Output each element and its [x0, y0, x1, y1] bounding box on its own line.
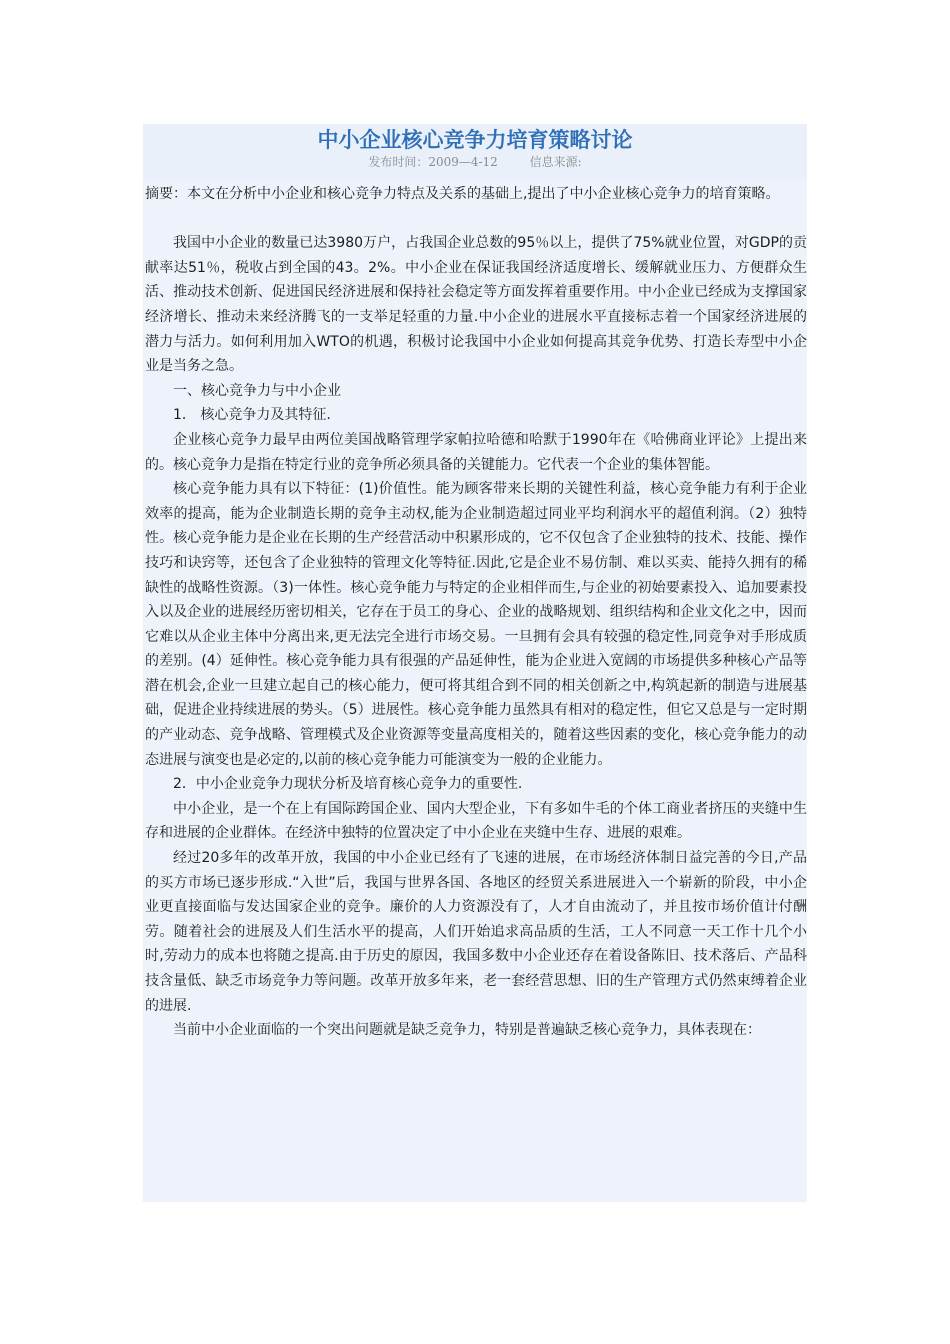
abstract-paragraph: 摘要：本文在分析中小企业和核心竞争力特点及关系的基础上,提出了中小企业核心竞争力的培育策略。: [145, 186, 780, 202]
subsection-heading: 1． 核心竞争力及其特征.: [173, 407, 331, 424]
article-header: [143, 124, 807, 180]
article-title: 中小企业核心竞争力培育策略讨论: [317, 128, 633, 152]
body-paragraph: 我国中小企业的数量已达3980万户，占我国企业总数的95％以上，提供了75%就业位置，对GDP的贡献率达51％，税收占到全国的43。2%。中小企业在保证我国经济适度增长、缓解就业压力、方便群众生活、推动技术创新、促进国民经济进展和保持社会稳定等方面发挥着重要作用。中小企业已经成为支撑国家经济增长、推动未来经济腾飞的一支举足轻重的力量.中小企业的进展水平直接标志着一个国家经济进展的潜力与活力。如何利用加入WTO的机遇，积极讨论我国中小企业如何提高其竞争优势、打造长寿型中小企业是当务之急。: [145, 235, 807, 375]
article-body: [145, 182, 807, 1043]
article-panel: [143, 124, 807, 1202]
info-source: 信息来源:: [529, 155, 582, 169]
section-heading: 一、核心竞争力与中小企业: [173, 382, 341, 399]
article-meta: [143, 152, 807, 172]
publish-date: 发布时间：2009—4-12: [368, 155, 498, 169]
body-paragraph: 当前中小企业面临的一个突出问题就是缺乏竞争力，特别是普遍缺乏核心竞争力，具体表现在：: [173, 1022, 761, 1039]
body-paragraph: 企业核心竞争力最早由两位美国战略管理学家帕拉哈德和哈默于1990年在《哈佛商业评论》上提出来的。核心竞争力是指在特定行业的竞争所必须具备的关键能力。它代表一个企业的集体智能。: [145, 431, 807, 473]
body-paragraph: 中小企业，是一个在上有国际跨国企业、国内大型企业，下有多如牛毛的个体工商业者挤压的夹缝中生存和进展的企业群体。在经济中独特的位置决定了中小企业在夹缝中生存、进展的艰难。: [145, 800, 807, 842]
blank-line: [145, 207, 807, 232]
body-paragraph: 经过20多年的改革开放，我国的中小企业已经有了飞速的进展，在市场经济体制日益完善的今日,产品的买方市场已逐步形成.“入世”后，我国与世界各国、各地区的经贸关系进展进入一个崭新的阶段，中小企业更直接面临与发达国家企业的竞争。廉价的人力资源没有了，人才自由流动了，并且按市场价值计付酬劳。随着社会的进展及人们生活水平的提高，人们开始追求高品质的生活，工人不同意一天工作十几个小时,劳动力的成本也将随之提高.由于历史的原因，我国多数中小企业还存在着设备陈旧、技术落后、产品科技含量低、缺乏市场竞争力等问题。改革开放多年来，老一套经营思想、旧的生产管理方式仍然束缚着企业的进展.: [145, 850, 807, 1014]
subsection-heading: 2．中小企业竞争力现状分析及培育核心竞争力的重要性.: [173, 776, 523, 793]
body-paragraph: 核心竞争能力具有以下特征：(1)价值性。能为顾客带来长期的关键性利益，核心竞争能力有利于企业效率的提高，能为企业制造长期的竞争主动权,能为企业制造超过同业平均利润水平的超值利润。（2）独特性。核心竞争能力是企业在长期的生产经营活动中积累形成的，它不仅包含了企业独特的技术、技能、操作技巧和诀窍等，还包含了企业独特的管理文化等特征.因此,它是企业不易仿制、难以买卖、能持久拥有的稀缺性的战略性资源。（3)一体性。核心竞争能力与特定的企业相伴而生,与企业的初始要素投入、追加要素投入以及企业的进展经历密切相关，它存在于员工的身心、企业的战略规划、组织结构和企业文化之中，因而它难以从企业主体中分离出来,更无法完全进行市场交易。一旦拥有会具有较强的稳定性,同竞争对手形成质的差别。(4）延伸性。核心竞争能力具有很强的产品延伸性，能为企业进入宽阔的市场提供多种核心产品等潜在机会,企业一旦建立起自己的核心能力，便可将其组合到不同的相关创新之中,构筑起新的制造与进展基础，促进企业持续进展的势头。（5）进展性。核心竞争能力虽然具有相对的稳定性，但它又总是与一定时期的产业动态、竞争战略、管理模式及企业资源等变量高度相关的，随着这些因素的变化，核心竞争能力的动态进展与演变也是必定的,以前的核心竞争能力可能演变为一般的企业能力。: [145, 481, 807, 768]
